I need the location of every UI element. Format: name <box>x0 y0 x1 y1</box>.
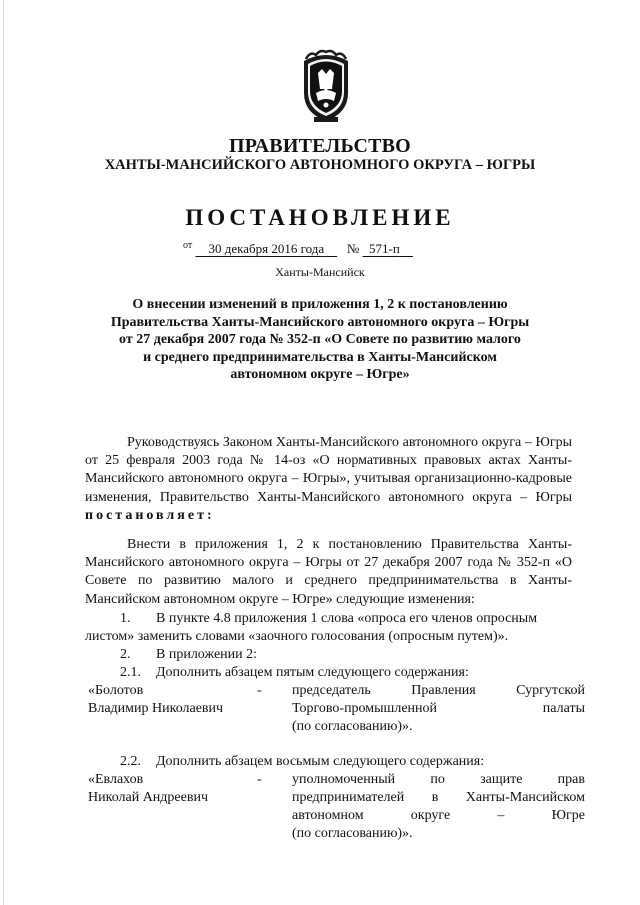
member-1-given-names: Владимир Николаевич <box>88 701 224 716</box>
member-1-position-line: Торгово-промышленной палаты <box>292 701 585 716</box>
date-prefix: от <box>183 240 193 251</box>
member-1-surname: «Болотов <box>88 683 144 698</box>
title-line: и среднего предпринимательства в Ханты-Мансийском <box>143 349 497 365</box>
city: Ханты-Мансийск <box>275 265 365 279</box>
member-2-position-line: уполномоченный по защите прав <box>292 772 585 787</box>
item-1-line2: листом» заменить словами «заочного голосования (опросным путем)». <box>85 629 509 644</box>
item-2-text: В приложении 2: <box>156 647 258 662</box>
member-1-position-line: председатель Правления Сургутской <box>292 683 585 698</box>
org-name-line1: ПРАВИТЕЛЬСТВО <box>229 135 411 157</box>
member-2-position <box>292 771 585 843</box>
number-prefix: № <box>346 241 360 256</box>
title-line: от 27 декабря 2007 года № 352-п «О Совете по развитию малого <box>119 332 521 348</box>
resolves-word: постановляет: <box>85 507 215 523</box>
document-number: 571-п <box>369 241 400 256</box>
intro-paragraph: Внести в приложения 1, 2 к постановлению Правительства Ханты-Мансийского автономного округа – Югры от 27 декабря 2007 года № 352-п «О Совете по развитию малого и среднего предпринимательства в Ханты-Мансийском автономном округе – Югре» следующие изменения: <box>85 537 572 607</box>
date-number-line <box>183 240 413 257</box>
preamble-text: Руководствуясь Законом Ханты-Мансийского автономного округа – Югры от 25 февраля 2003 года № 14-оз «О нормативных правовых актах Ханты-Мансийского автономного округа – Югры», учитывая организационно-кадровые изменения, Правительство Ханты-Мансийского автономного округа – Югры <box>85 435 572 505</box>
item-2-2-text: Дополнить абзацем восьмым следующего содержания: <box>156 754 485 769</box>
item-2-number: 2. <box>120 647 131 662</box>
member-2-surname: «Евлахов <box>88 772 144 787</box>
member-1-dash: - <box>257 683 262 698</box>
title-line: О внесении изменений в приложения 1, 2 к постановлению <box>132 297 508 312</box>
item-2-1-text: Дополнить абзацем пятым следующего содержания: <box>156 665 469 680</box>
item-1-number: 1. <box>120 611 131 626</box>
document-title <box>80 296 560 384</box>
member-2-position-line: предпринимателей в Ханты-Мансийском <box>292 790 585 805</box>
member-2-position-line: автономном округе – Югре <box>292 808 585 823</box>
org-name-line2: ХАНТЫ-МАНСИЙСКОГО АВТОНОМНОГО ОКРУГА – ЮГРЫ <box>104 157 536 173</box>
document-date: 30 декабря 2016 года <box>208 241 325 256</box>
title-line: Правительства Ханты-Мансийского автономного округа – Югры <box>110 314 530 330</box>
item-1-line1: В пункте 4.8 приложения 1 слова «опроса его членов опросным <box>156 611 538 626</box>
member-2-dash: - <box>257 772 262 787</box>
item-2-2-number: 2.2. <box>120 754 141 769</box>
member-2-position-line: (по согласованию)». <box>292 826 413 841</box>
coat-of-arms-emblem-icon <box>296 47 356 125</box>
member-1-position-line: (по согласованию)». <box>292 719 413 734</box>
member-1-position <box>292 682 585 736</box>
document-type: ПОСТАНОВЛЕНИЕ <box>185 205 455 230</box>
item-2-1-number: 2.1. <box>120 665 141 680</box>
member-2-given-names: Николай Андреевич <box>88 790 208 805</box>
title-line: автономном округе – Югре» <box>230 367 410 383</box>
preamble-paragraph <box>85 434 572 525</box>
